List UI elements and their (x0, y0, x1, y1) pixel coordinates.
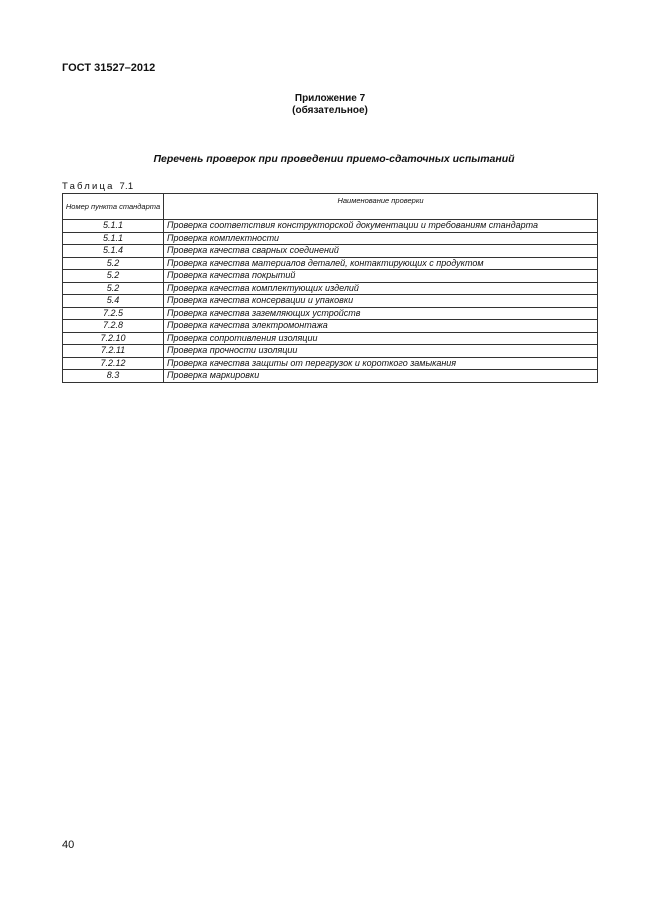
page-number: 40 (62, 839, 75, 851)
table-caption (62, 181, 133, 192)
check-name-cell: Проверка качества сварных соединений (164, 245, 598, 258)
table-row (63, 357, 598, 370)
table-row (63, 307, 598, 320)
check-name-cell: Проверка соответствия конструкторской документации и требованиям стандарта (164, 220, 598, 233)
clause-number-cell: 7.2.8 (63, 320, 164, 333)
table-row (63, 370, 598, 383)
clause-number-cell: 7.2.12 (63, 357, 164, 370)
check-name-cell: Проверка качества комплектующих изделий (164, 282, 598, 295)
table-row (63, 257, 598, 270)
column-header-number: Номер пункта стандарта (63, 194, 164, 220)
table-row (63, 245, 598, 258)
checks-table (62, 193, 598, 383)
section-heading: Перечень проверок при проведении приемо-сдаточных испытаний (153, 153, 515, 165)
clause-number-cell: 5.4 (63, 295, 164, 308)
check-name-cell: Проверка сопротивления изоляции (164, 332, 598, 345)
check-name-cell: Проверка качества электромонтажа (164, 320, 598, 333)
table-row (63, 345, 598, 358)
table-body (63, 220, 598, 383)
clause-number-cell: 7.2.10 (63, 332, 164, 345)
table-header-row (63, 194, 598, 220)
document-code: ГОСТ 31527–2012 (62, 62, 156, 74)
table-row (63, 220, 598, 233)
table-caption-number: 7.1 (119, 181, 134, 192)
clause-number-cell: 5.2 (63, 270, 164, 283)
annex-title: Приложение 7 (294, 93, 366, 104)
check-name-cell: Проверка маркировки (164, 370, 598, 383)
clause-number-cell: 5.2 (63, 257, 164, 270)
table-caption-word: Таблица (62, 181, 115, 192)
check-name-cell: Проверка качества покрытий (164, 270, 598, 283)
clause-number-cell: 5.1.1 (63, 220, 164, 233)
clause-number-cell: 5.1.4 (63, 245, 164, 258)
check-name-cell: Проверка качества материалов деталей, контактирующих с продуктом (164, 257, 598, 270)
column-header-name: Наименование проверки (164, 194, 598, 220)
table-row (63, 320, 598, 333)
clause-number-cell: 7.2.5 (63, 307, 164, 320)
check-name-cell: Проверка качества заземляющих устройств (164, 307, 598, 320)
check-name-cell: Проверка качества консервации и упаковки (164, 295, 598, 308)
table-row (63, 232, 598, 245)
table-row (63, 295, 598, 308)
clause-number-cell: 5.2 (63, 282, 164, 295)
clause-number-cell: 7.2.11 (63, 345, 164, 358)
annex-status: (обязательное) (292, 105, 368, 116)
table-row (63, 282, 598, 295)
check-name-cell: Проверка комплектности (164, 232, 598, 245)
clause-number-cell: 5.1.1 (63, 232, 164, 245)
table-row (63, 270, 598, 283)
table-row (63, 332, 598, 345)
clause-number-cell: 8.3 (63, 370, 164, 383)
check-name-cell: Проверка качества защиты от перегрузок и короткого замыкания (164, 357, 598, 370)
check-name-cell: Проверка прочности изоляции (164, 345, 598, 358)
